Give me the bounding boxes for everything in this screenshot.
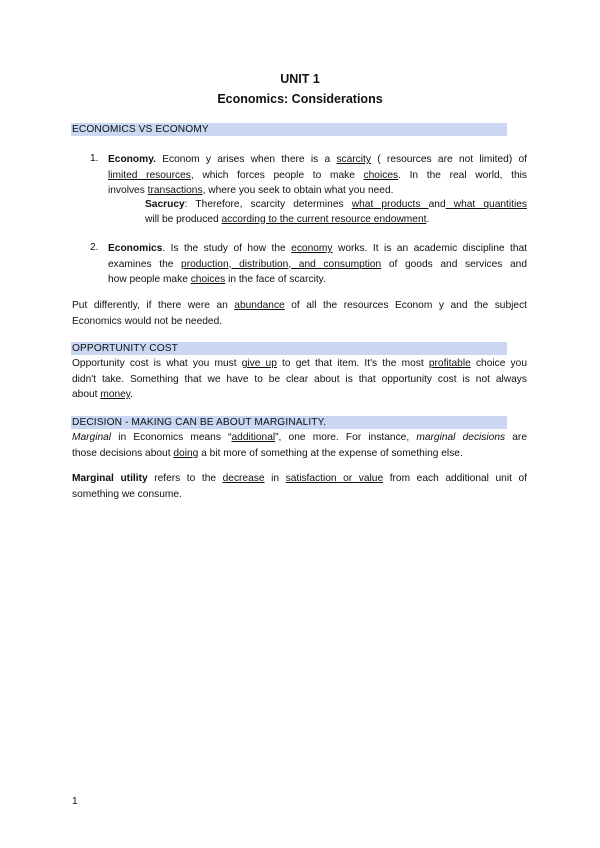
text: in the face of scarcity. (225, 274, 326, 285)
text: from each additional unit of (383, 473, 527, 484)
text: are (505, 432, 527, 443)
text: about (72, 389, 101, 400)
text: . (426, 213, 430, 225)
text: a bit more of something at the expense of something else. (198, 447, 463, 459)
term-sacrucy: Sacrucy (145, 199, 185, 210)
term-economy: Economy. (108, 154, 156, 165)
text: . (130, 389, 133, 400)
text: : Therefore, scarcity determines (184, 199, 352, 210)
underlined-text: according to the current resource endowment (221, 213, 427, 225)
text: Econom y arises when there is a (155, 154, 337, 165)
list-number: 2. (90, 242, 99, 253)
text: in (264, 473, 286, 484)
unit-title: UNIT 1 (280, 72, 320, 86)
underlined-text: choices (363, 169, 399, 181)
text: ( resources are not limited) of (370, 154, 527, 165)
section-heading-economics-vs-economy: ECONOMICS VS ECONOMY (71, 123, 507, 136)
italic-text: Marginal (72, 432, 112, 443)
section-heading-opportunity-cost: OPPORTUNITY COST (71, 342, 507, 355)
text: how people make (108, 274, 191, 285)
underlined-text: transactions (147, 185, 203, 196)
underlined-text: production, distribution, and consumption (181, 258, 382, 270)
text: examines the (108, 258, 182, 270)
text: of goods and services and (381, 258, 527, 270)
term-marginal-utility: Marginal utility (72, 473, 148, 484)
text: Economics would not be needed. (72, 315, 223, 327)
text: . In the real world, this (398, 169, 527, 181)
text: choice you (470, 358, 527, 369)
page-number: 1 (72, 796, 78, 807)
underlined-text: economy (291, 243, 333, 254)
paragraph-marginal (72, 430, 527, 461)
underlined-text: profitable (428, 358, 471, 369)
underlined-text: what quantities (445, 199, 527, 210)
text: ”, one more. For instance, (275, 432, 417, 443)
sub-item-scarcity (145, 198, 527, 227)
list-item-economy (108, 152, 527, 199)
text: . Is the study of how the (162, 243, 292, 254)
text: , which forces people to make (190, 169, 364, 181)
list-number: 1. (90, 153, 99, 164)
paragraph-marginal-utility (72, 471, 527, 502)
text: Opportunity cost is what you must (72, 358, 242, 369)
term-economics: Economics (108, 243, 163, 254)
text: to get that item. It's the most (276, 358, 429, 369)
list-item-economics (108, 241, 527, 288)
text: involves (108, 185, 148, 196)
section-heading-marginality: DECISION - MAKING CAN BE ABOUT MARGINALITY. (71, 416, 507, 429)
text: and (428, 199, 446, 210)
underlined-text: decrease (222, 473, 265, 484)
underlined-text: satisfaction or value (285, 473, 384, 484)
text: something we consume. (72, 488, 182, 500)
text: in Economics means “ (111, 432, 232, 443)
text: will be produced (145, 213, 222, 225)
text: those decisions about (72, 447, 174, 459)
underlined-text: limited resources (108, 169, 191, 181)
underlined-text: money (100, 389, 131, 400)
underlined-text: choices (190, 274, 226, 285)
underlined-text: doing (173, 447, 199, 459)
text: refers to the (147, 473, 223, 484)
underlined-text: scarcity (336, 154, 371, 165)
underlined-text: abundance (234, 300, 285, 311)
underlined-text: what products (351, 199, 429, 210)
text: works. It is an academic discipline that (332, 243, 527, 254)
text: didn't take. Something that we have to be clear about is that opportunity cost is not always (72, 373, 527, 385)
underlined-text: give up (241, 358, 277, 369)
italic-text: marginal decisions (416, 432, 506, 443)
page-title: Economics: Considerations (217, 92, 383, 106)
text: , where you seek to obtain what you need. (202, 185, 394, 196)
underlined-text: additional (231, 432, 276, 443)
paragraph-opportunity-cost (72, 356, 527, 403)
text: of all the resources Econom y and the subject (284, 300, 527, 311)
text: Put differently, if there were an (72, 300, 235, 311)
paragraph-abundance (72, 298, 527, 329)
